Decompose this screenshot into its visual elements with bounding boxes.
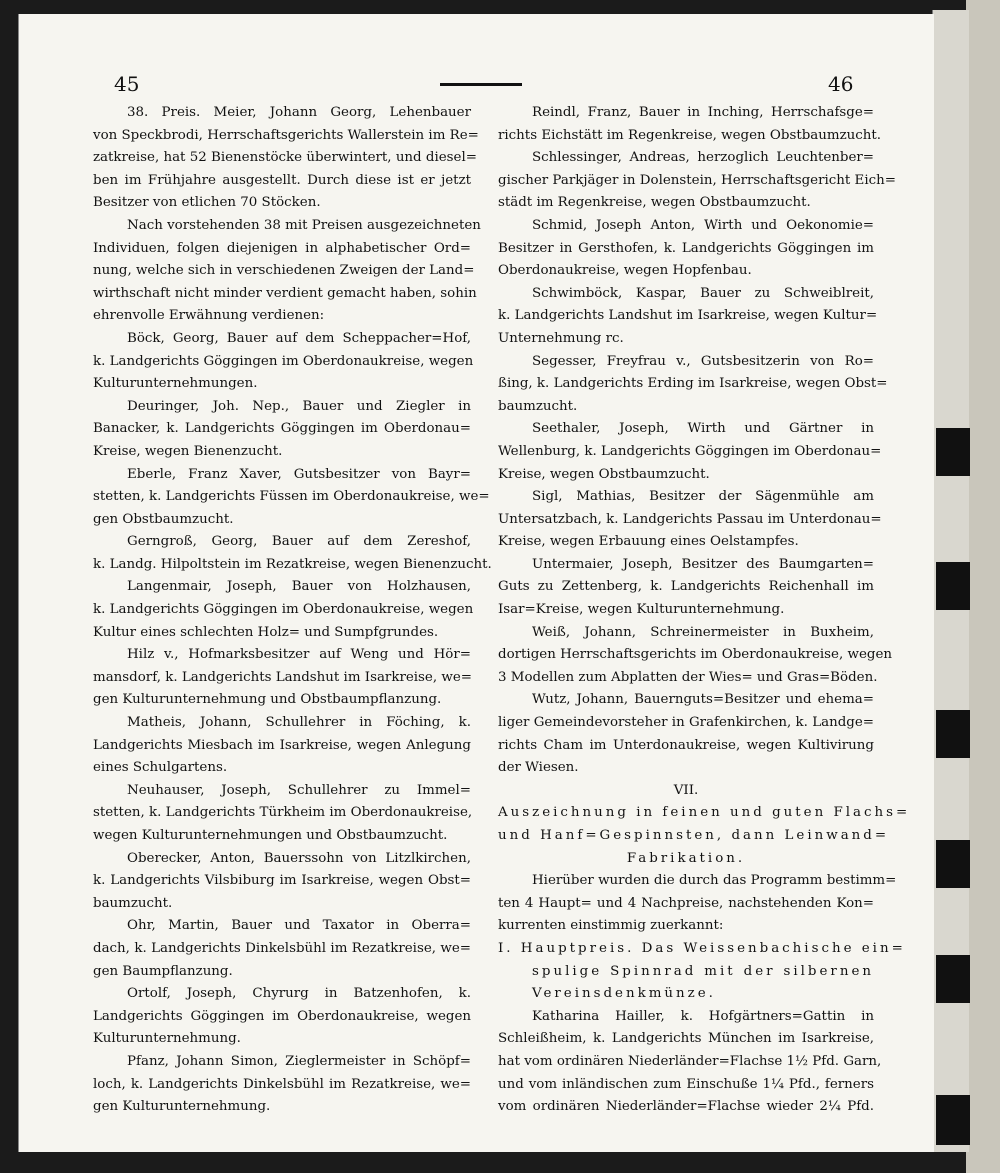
- text-line: ten 4 Haupt= und 4 Nachpreise, nachstehenden Kon=: [498, 895, 874, 911]
- index-tab: [936, 955, 970, 1003]
- text-line: und Hanf=Gespinnsten, dann Leinwand=: [498, 828, 890, 843]
- text-line: ßing, k. Landgerichts Erding im Isarkreise, wegen Obst=: [498, 376, 888, 392]
- text-line: Ortolf, Joseph, Chyrurg in Batzenhofen, k.: [127, 986, 471, 1002]
- right-page-number: 46: [828, 72, 854, 96]
- right-column: [498, 102, 911, 1119]
- text-line: Langenmair, Joseph, Bauer von Holzhausen,: [127, 579, 471, 595]
- text-line: Deuringer, Joh. Nep., Bauer und Ziegler in: [127, 398, 471, 414]
- text-line: k. Landgerichts Vilsbiburg im Isarkreise, wegen Obst=: [93, 873, 471, 889]
- text-line: und vom inländischen zum Einschuße 1¼ Pfd., ferners: [498, 1076, 874, 1092]
- text-line: wirthschaft nicht minder verdient gemacht haben, sohin: [93, 285, 477, 301]
- text-line: Nach vorstehenden 38 mit Preisen ausgezeichneten: [127, 217, 481, 233]
- text-line: k. Landgerichts Göggingen im Oberdonaukreise, wegen: [93, 602, 474, 618]
- text-line: 3 Modellen zum Abplatten der Wies= und Gras=Böden.: [498, 669, 878, 685]
- text-line: Wutz, Johann, Bauernguts=Besitzer und ehema=: [532, 692, 874, 708]
- text-line: Matheis, Johann, Schullehrer in Föching, k.: [127, 715, 471, 731]
- index-tab: [936, 1095, 970, 1145]
- text-line: Gerngroß, Georg, Bauer auf dem Zereshof,: [127, 534, 471, 550]
- text-line: loch, k. Landgerichts Dinkelsbühl im Rezatkreise, we=: [93, 1076, 471, 1092]
- header-rule: [440, 83, 522, 86]
- text-line: von Speckbrodi, Herrschaftsgerichts Wallerstein im Re=: [93, 127, 479, 143]
- text-line: nung, welche sich in verschiedenen Zweigen der Land=: [93, 263, 475, 279]
- book-edge: [966, 0, 1000, 1173]
- text-line: Kulturunternehmungen.: [93, 376, 258, 392]
- text-line: Untermaier, Joseph, Besitzer des Baumgarten=: [532, 556, 874, 572]
- text-line: Landgerichts Miesbach im Isarkreise, wegen Anlegung: [93, 737, 471, 753]
- text-line: eines Schulgartens.: [93, 760, 228, 776]
- text-line: Besitzer in Gersthofen, k. Landgerichts Göggingen im: [498, 240, 874, 256]
- index-tab: [936, 710, 970, 758]
- text-line: liger Gemeindevorsteher in Grafenkirchen, k. Landge=: [498, 715, 874, 731]
- left-column: [93, 102, 492, 1119]
- text-line: Hierüber wurden die durch das Programm bestimm=: [532, 873, 897, 889]
- text-line: Katharina Hailler, k. Hofgärtners=Gattin in: [532, 1008, 874, 1024]
- text-line: Fabrikation.: [626, 850, 746, 866]
- text-line: zatkreise, hat 52 Bienenstöcke überwintert, und diesel=: [93, 150, 477, 166]
- text-line: Weiß, Johann, Schreinermeister in Buxheim,: [532, 624, 874, 640]
- text-line: gen Obstbaumzucht.: [93, 511, 234, 527]
- text-line: stetten, k. Landgerichts Füssen im Oberdonaukreise, we=: [93, 489, 490, 505]
- text-line: I. Hauptpreis. Das Weissenbachische ein=: [498, 940, 906, 956]
- text-line: mansdorf, k. Landgerichts Landshut im Isarkreise, we=: [93, 669, 472, 685]
- text-line: Hilz v., Hofmarksbesitzer auf Weng und Hör=: [127, 647, 471, 663]
- text-line: kurrenten einstimmig zuerkannt:: [498, 918, 724, 934]
- text-line: Unternehmung rc.: [498, 330, 624, 346]
- text-line: Eberle, Franz Xaver, Gutsbesitzer von Bayr=: [127, 466, 471, 482]
- text-line: gen Baumpflanzung.: [93, 963, 233, 979]
- text-line: Oberdonaukreise, wegen Hopfenbau.: [498, 263, 752, 279]
- text-line: Untersatzbach, k. Landgerichts Passau im Unterdonau=: [498, 511, 882, 527]
- text-line: Kreise, wegen Bienenzucht.: [93, 443, 283, 459]
- text-line: Isar=Kreise, wegen Kulturunternehmung.: [498, 602, 785, 618]
- text-line: Schmid, Joseph Anton, Wirth und Oekonomie=: [532, 217, 874, 233]
- text-line: Besitzer von etlichen 70 Stöcken.: [93, 195, 321, 211]
- text-line: Schwimböck, Kaspar, Bauer zu Schweiblreit,: [532, 285, 874, 301]
- text-line: Böck, Georg, Bauer auf dem Scheppacher=Hof,: [127, 330, 471, 346]
- text-line: Banacker, k. Landgerichts Göggingen im Oberdonau=: [93, 421, 471, 437]
- text-line: gen Kulturunternehmung und Obstbaumpflanzung.: [93, 692, 442, 708]
- text-line: Kulturunternehmung.: [93, 1031, 241, 1047]
- text-line: hat vom ordinären Niederländer=Flachse 1½ Pfd. Garn,: [498, 1053, 882, 1069]
- text-line: k. Landgerichts Göggingen im Oberdonaukreise, wegen: [93, 353, 474, 369]
- text-line: Individuen, folgen diejenigen in alphabetischer Ord=: [93, 240, 471, 256]
- text-line: Oberecker, Anton, Bauerssohn von Litzlkirchen,: [127, 850, 471, 866]
- text-line: ehrenvolle Erwähnung verdienen:: [93, 308, 325, 324]
- text-line: ben im Frühjahre ausgestellt. Durch diese ist er jetzt: [93, 172, 471, 188]
- text-line: Landgerichts Göggingen im Oberdonaukreise, wegen: [93, 1008, 471, 1024]
- text-line: Vereinsdenkmünze.: [532, 986, 716, 1002]
- text-line: Schlessinger, Andreas, herzoglich Leuchtenber=: [532, 150, 874, 166]
- index-tab: [936, 428, 970, 476]
- text-line: k. Landgerichts Landshut im Isarkreise, wegen Kultur=: [498, 308, 878, 324]
- text-line: Kultur eines schlechten Holz= und Sumpfgrundes.: [93, 624, 439, 640]
- text-line: stetten, k. Landgerichts Türkheim im Oberdonaukreise,: [93, 805, 473, 821]
- text-line: VII.: [673, 782, 699, 798]
- text-line: Kreise, wegen Obstbaumzucht.: [498, 466, 710, 482]
- text-line: der Wiesen.: [498, 760, 579, 776]
- text-line: baumzucht.: [93, 895, 173, 911]
- text-line: richts Eichstätt im Regenkreise, wegen Obstbaumzucht.: [498, 127, 882, 143]
- text-line: richts Cham im Unterdonaukreise, wegen Kultivirung: [498, 737, 874, 753]
- text-line: Sigl, Mathias, Besitzer der Sägenmühle am: [532, 489, 874, 505]
- text-line: dach, k. Landgerichts Dinkelsbühl im Rezatkreise, we=: [93, 940, 471, 956]
- text-line: Ohr, Martin, Bauer und Taxator in Oberra=: [127, 918, 471, 934]
- text-line: Neuhauser, Joseph, Schullehrer zu Immel=: [127, 782, 471, 798]
- text-line: gischer Parkjäger in Dolenstein, Herrschaftsgericht Eich=: [498, 172, 896, 188]
- text-line: Wellenburg, k. Landgerichts Göggingen im Oberdonau=: [498, 443, 882, 459]
- text-line: Segesser, Freyfrau v., Gutsbesitzerin von Ro=: [532, 353, 874, 369]
- text-line: vom ordinären Niederländer=Flachse wieder 2¼ Pfd.: [498, 1099, 874, 1115]
- text-line: städt im Regenkreise, wegen Obstbaumzucht.: [498, 195, 811, 211]
- text-line: Schleißheim, k. Landgerichts München im Isarkreise,: [498, 1031, 874, 1047]
- text-line: Auszeichnung in feinen und guten Flachs=: [498, 805, 911, 821]
- text-line: Kreise, wegen Erbauung eines Oelstampfes.: [498, 534, 799, 550]
- text-line: Pfanz, Johann Simon, Zieglermeister in Schöpf=: [127, 1053, 471, 1069]
- text-line: Seethaler, Joseph, Wirth und Gärtner in: [532, 421, 874, 437]
- text-line: wegen Kulturunternehmungen und Obstbaumzucht.: [93, 828, 448, 843]
- text-line: dortigen Herrschaftsgerichts im Oberdonaukreise, wegen: [498, 647, 892, 663]
- text-line: gen Kulturunternehmung.: [93, 1099, 271, 1115]
- index-tab: [936, 840, 970, 888]
- text-line: Reindl, Franz, Bauer in Inching, Herrschafsge=: [532, 105, 874, 120]
- left-page-number: 45: [114, 72, 140, 96]
- text-line: k. Landg. Hilpoltstein im Rezatkreise, wegen Bienenzucht.: [93, 556, 492, 572]
- text-line: 38. Preis. Meier, Johann Georg, Lehenbauer: [127, 105, 471, 120]
- text-line: baumzucht.: [498, 398, 578, 414]
- index-tab: [936, 562, 970, 610]
- text-line: spulige Spinnrad mit der silbernen: [532, 963, 874, 979]
- text-line: Guts zu Zettenberg, k. Landgerichts Reichenhall im: [498, 579, 874, 595]
